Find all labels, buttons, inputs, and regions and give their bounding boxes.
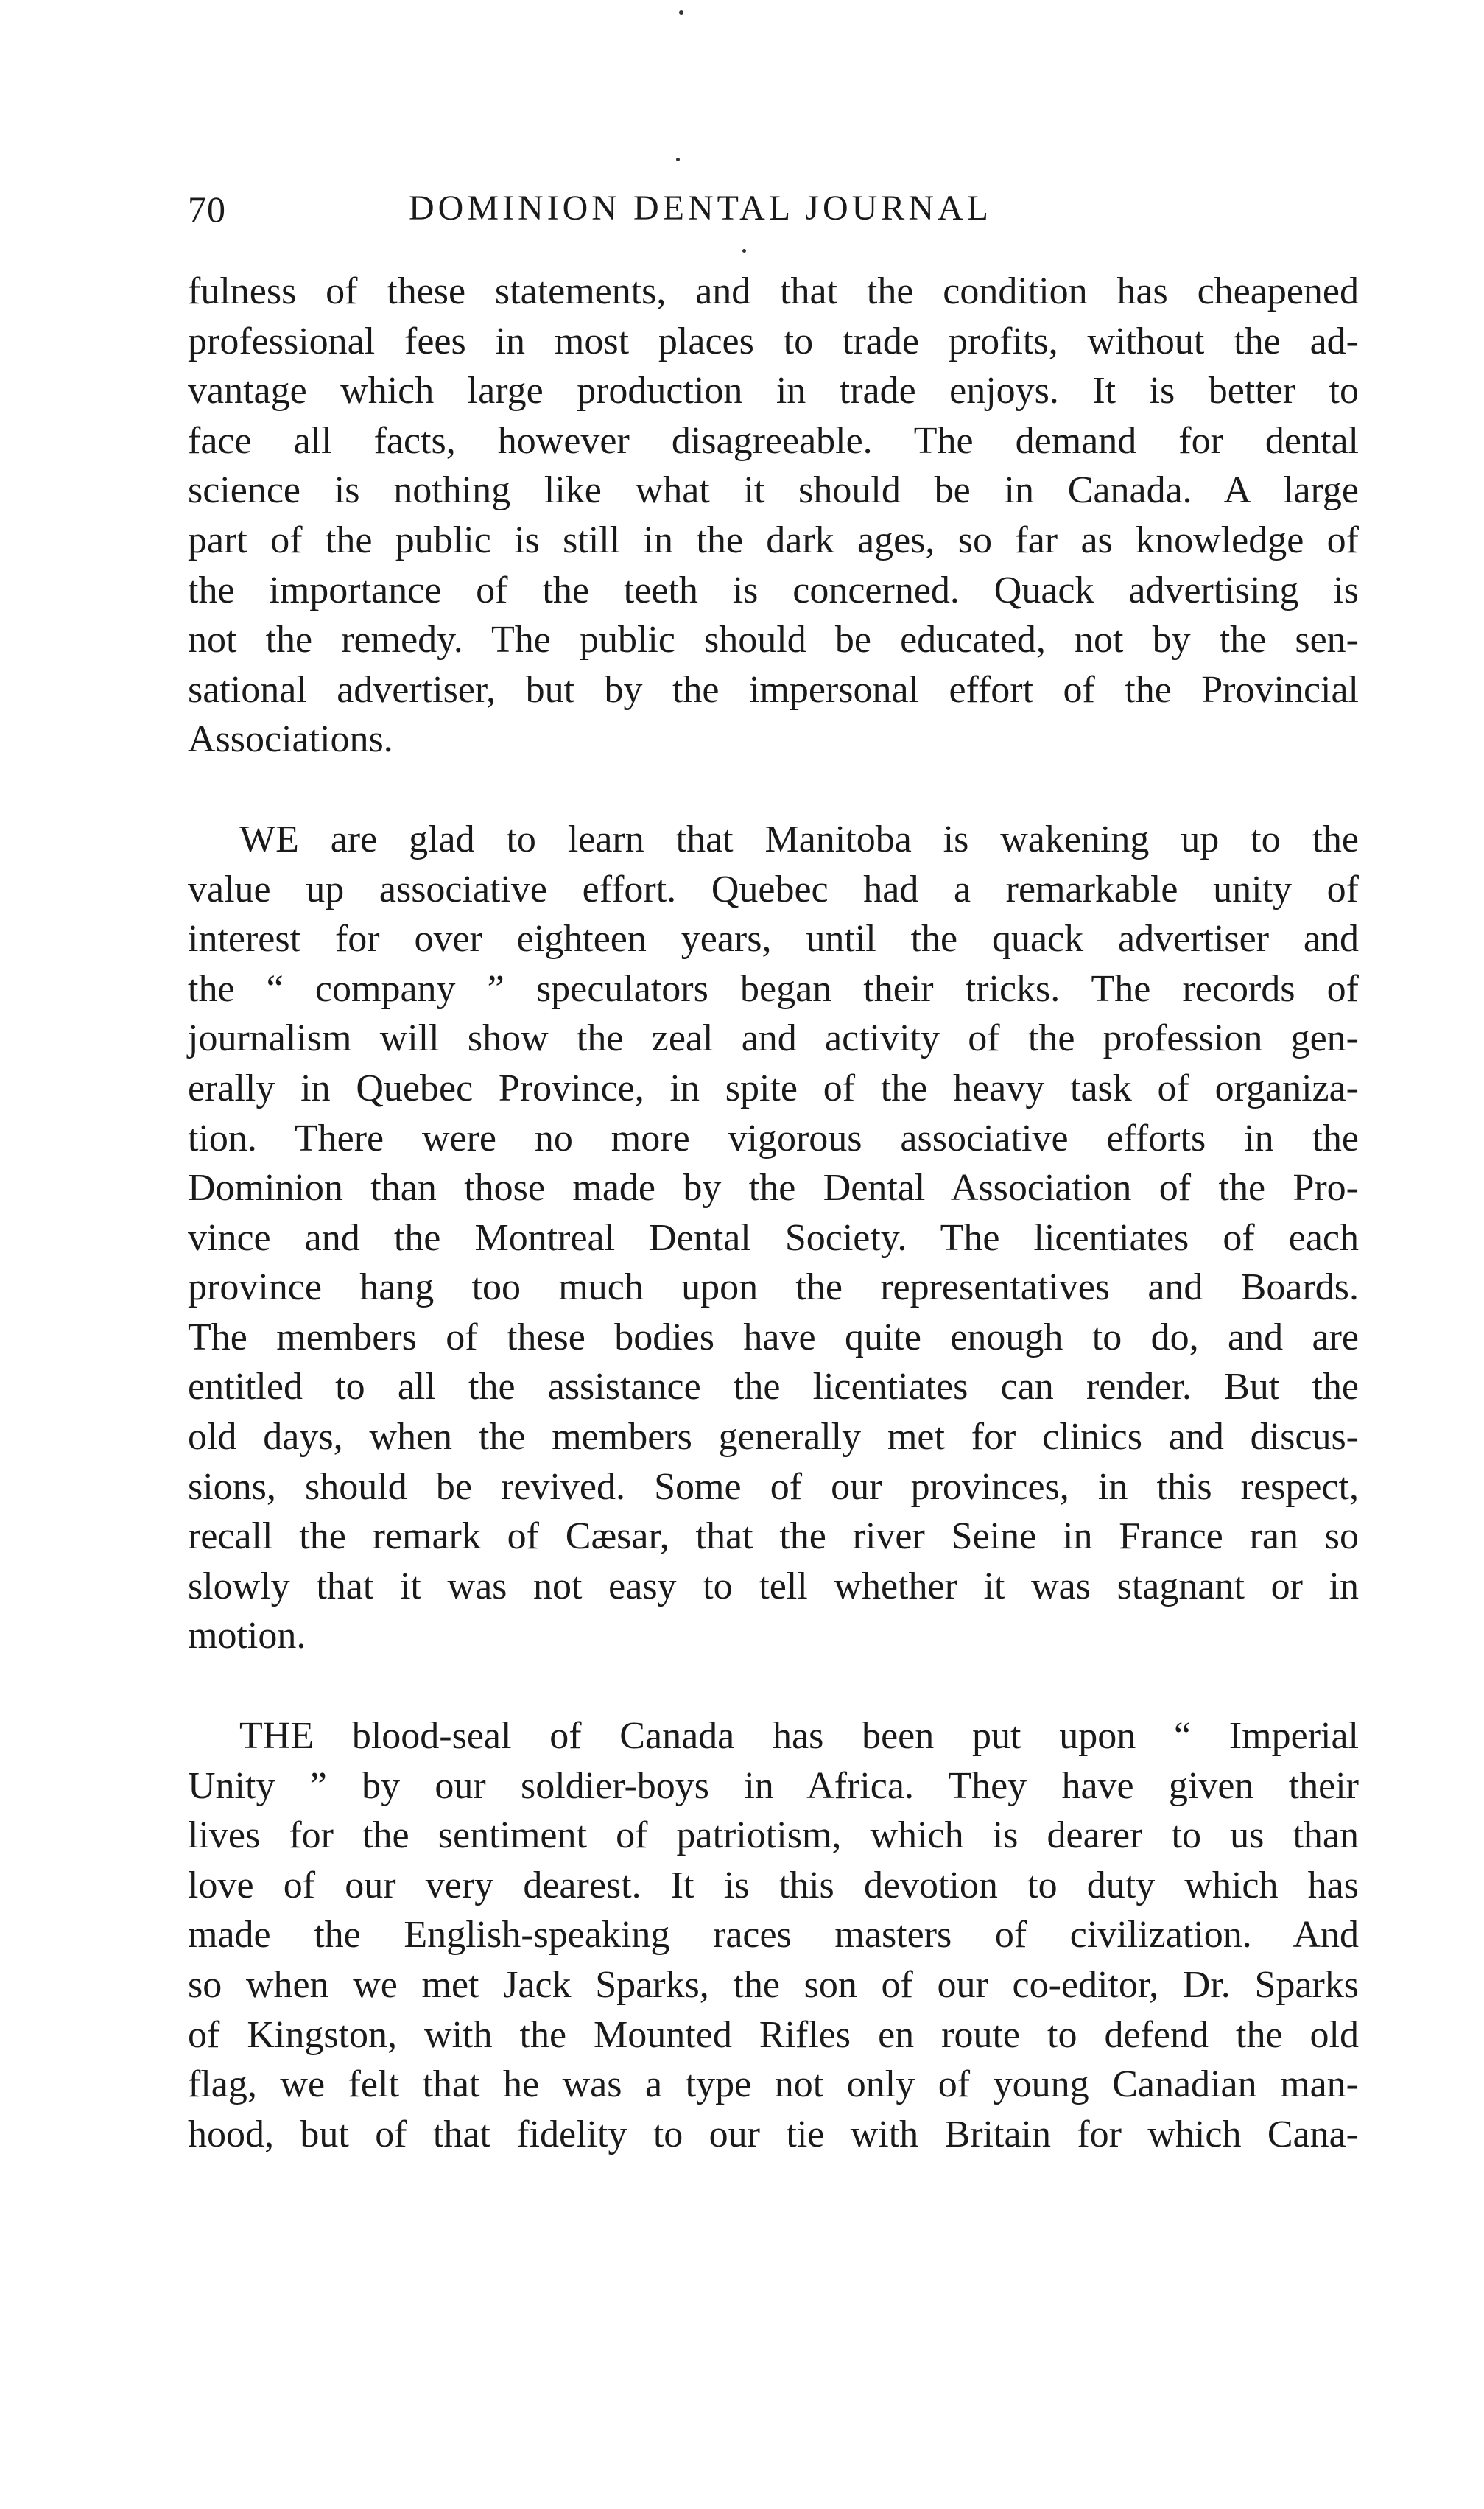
text-line: vantage which large production in trade enjoys. It is better to [188,370,1359,413]
text-line: face all facts, however disagreeable. The demand for dental [188,419,1359,462]
text-line: erally in Quebec Province, in spite of the heavy task of organiza- [188,1067,1359,1109]
text-line: professional fees in most places to trade profits, without the ad- [188,320,1359,362]
text-line: hood, but of that fidelity to our tie with Britain for which Cana- [188,2113,1359,2155]
text-line: Associations. [188,718,393,761]
text-line: lives for the sentiment of patriotism, which is dearer to us than [188,1814,1359,1857]
text-line: recall the remark of Cæsar, that the river Seine in France ran so [188,1515,1359,1558]
text-line: tion. There were no more vigorous associative efforts in the [188,1117,1359,1159]
text-line: entitled to all the assistance the licentiates can render. But the [188,1366,1359,1408]
print-speck [742,249,746,253]
text-line: slowly that it was not easy to tell whether it was stagnant or in [188,1565,1359,1607]
text-line: Dominion than those made by the Dental Association of the Pro- [188,1167,1359,1210]
print-speck [676,158,680,161]
text-line: made the English-speaking races masters of civilization. And [188,1914,1359,1957]
text-line: interest for over eighteen years, until the quack advertiser and [188,918,1359,961]
text-line: so when we met Jack Sparks, the son of our co-editor, Dr. Sparks [188,1964,1359,2006]
text-line: journalism will show the zeal and activity of the profession gen- [188,1017,1359,1060]
paragraph-continuation [188,267,1359,765]
text-line: motion. [188,1615,306,1657]
text-line: love of our very dearest. It is this devotion to duty which has [188,1864,1359,1906]
text-line: Unity ” by our soldier-boys in Africa. They have given their [188,1764,1359,1807]
text-line: WE are glad to learn that Manitoba is wakening up to the [239,818,1359,860]
text-line: province hang too much upon the representatives and Boards. [188,1266,1359,1309]
text-line: The members of these bodies have quite enough to do, and are [188,1316,1359,1358]
journal-title: DOMINION DENTAL JOURNAL [409,189,992,228]
running-head [188,188,1359,239]
text-line: the importance of the teeth is concerned. Quack advertising is [188,569,1359,611]
text-line: flag, we felt that he was a type not only of young Canadian man- [188,2063,1359,2106]
text-line: sions, should be revived. Some of our provinces, in this respect, [188,1465,1359,1508]
paragraph-imperial-unity [188,1711,1359,2159]
text-line: fulness of these statements, and that the condition has cheapened [188,270,1359,312]
paragraph-manitoba [188,815,1359,1661]
page-number: 70 [188,189,226,230]
text-line: part of the public is still in the dark ages, so far as knowledge of [188,519,1359,561]
text-line: old days, when the members generally met for clinics and discus- [188,1416,1359,1459]
text-line: of Kingston, with the Mounted Rifles en route to defend the old [188,2013,1359,2056]
print-speck [679,10,683,15]
article-body [188,267,1359,2159]
text-line: not the remedy. The public should be educated, not by the sen- [188,619,1359,662]
text-line: science is nothing like what it should be in Canada. A large [188,469,1359,512]
text-line: value up associative effort. Quebec had a remarkable unity of [188,868,1359,910]
text-line: the “ company ” speculators began their tricks. The records of [188,967,1359,1010]
text-line: sational advertiser, but by the impersonal effort of the Provincial [188,668,1359,711]
text-line: vince and the Montreal Dental Society. The licentiates of each [188,1216,1359,1259]
text-line: THE blood-seal of Canada has been put upon “ Imperial [239,1715,1359,1758]
